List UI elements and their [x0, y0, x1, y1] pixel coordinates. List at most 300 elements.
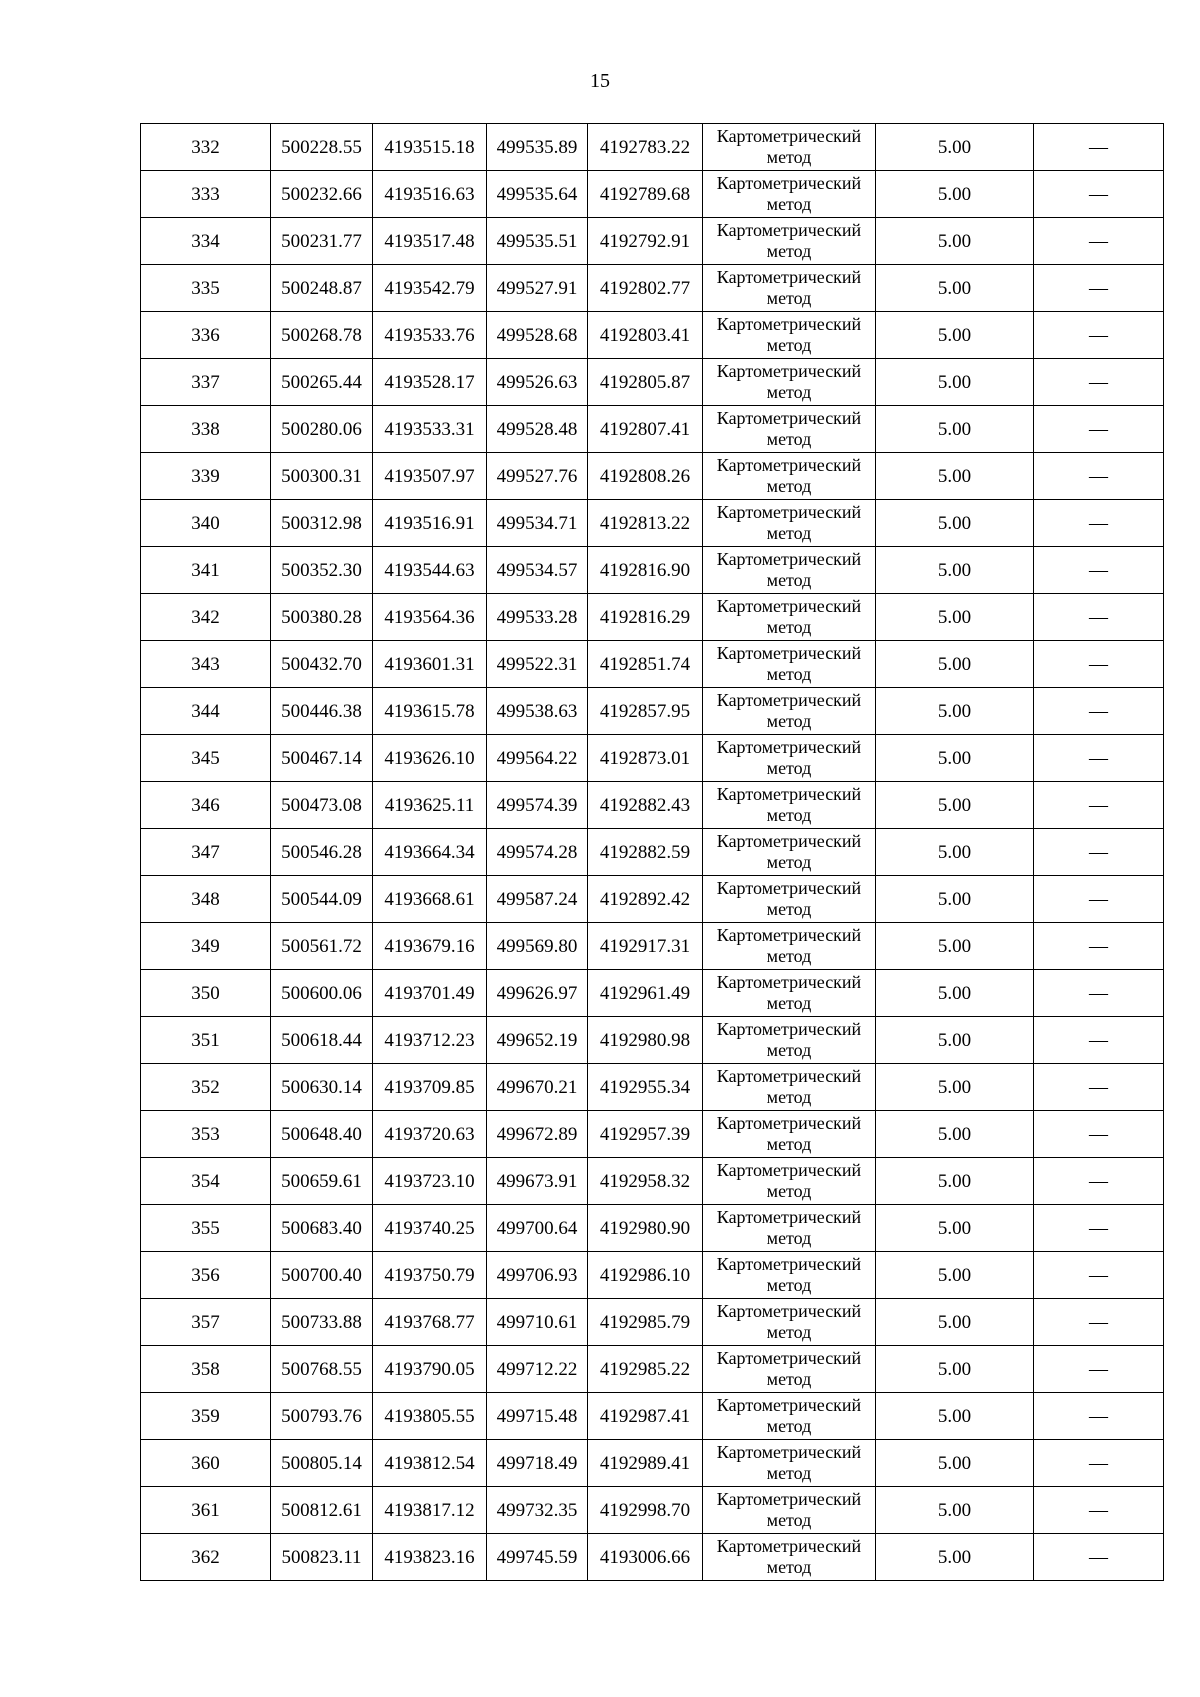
y-new-cell: 4192892.42	[588, 876, 703, 923]
x-new-cell: 499527.91	[487, 265, 588, 312]
y-new-cell: 4192857.95	[588, 688, 703, 735]
table-row	[141, 1440, 1164, 1487]
method-cell	[703, 829, 876, 876]
point-number-cell: 350	[141, 970, 271, 1017]
y-existing-cell: 4193516.63	[373, 171, 487, 218]
note-cell: —	[1034, 1346, 1164, 1393]
accuracy-cell: 5.00	[876, 1440, 1034, 1487]
point-number-cell: 360	[141, 1440, 271, 1487]
accuracy-cell: 5.00	[876, 265, 1034, 312]
point-number-cell: 359	[141, 1393, 271, 1440]
note-cell: —	[1034, 1064, 1164, 1111]
y-new-cell: 4192789.68	[588, 171, 703, 218]
x-new-cell: 499718.49	[487, 1440, 588, 1487]
method-line-2: метод	[766, 664, 812, 684]
method-line-1: Картометрический	[716, 549, 862, 569]
method-cell	[703, 923, 876, 970]
y-new-cell: 4192961.49	[588, 970, 703, 1017]
x-existing-cell: 500768.55	[271, 1346, 373, 1393]
accuracy-cell: 5.00	[876, 500, 1034, 547]
x-existing-cell: 500733.88	[271, 1299, 373, 1346]
accuracy-cell: 5.00	[876, 1252, 1034, 1299]
method-cell	[703, 1252, 876, 1299]
note-cell: —	[1034, 782, 1164, 829]
method-line-2: метод	[766, 1369, 812, 1389]
note-cell: —	[1034, 1205, 1164, 1252]
x-new-cell: 499715.48	[487, 1393, 588, 1440]
x-new-cell: 499538.63	[487, 688, 588, 735]
method-cell	[703, 218, 876, 265]
method-cell	[703, 265, 876, 312]
y-existing-cell: 4193542.79	[373, 265, 487, 312]
accuracy-cell: 5.00	[876, 923, 1034, 970]
method-line-1: Картометрический	[716, 1301, 862, 1321]
accuracy-cell: 5.00	[876, 1205, 1034, 1252]
table-row	[141, 547, 1164, 594]
method-line-1: Картометрический	[716, 925, 862, 945]
method-cell	[703, 782, 876, 829]
method-line-2: метод	[766, 1181, 812, 1201]
note-cell: —	[1034, 547, 1164, 594]
point-number-cell: 344	[141, 688, 271, 735]
note-cell: —	[1034, 641, 1164, 688]
y-existing-cell: 4193805.55	[373, 1393, 487, 1440]
x-new-cell: 499587.24	[487, 876, 588, 923]
y-existing-cell: 4193615.78	[373, 688, 487, 735]
method-line-1: Картометрический	[716, 1207, 862, 1227]
note-cell: —	[1034, 171, 1164, 218]
x-existing-cell: 500793.76	[271, 1393, 373, 1440]
method-line-2: метод	[766, 899, 812, 919]
y-existing-cell: 4193515.18	[373, 124, 487, 171]
x-existing-cell: 500432.70	[271, 641, 373, 688]
method-cell	[703, 547, 876, 594]
y-existing-cell: 4193601.31	[373, 641, 487, 688]
table-row	[141, 1393, 1164, 1440]
point-number-cell: 352	[141, 1064, 271, 1111]
x-existing-cell: 500546.28	[271, 829, 373, 876]
x-existing-cell: 500352.30	[271, 547, 373, 594]
accuracy-cell: 5.00	[876, 359, 1034, 406]
y-new-cell: 4192882.43	[588, 782, 703, 829]
x-existing-cell: 500823.11	[271, 1534, 373, 1581]
method-cell	[703, 171, 876, 218]
method-line-2: метод	[766, 1463, 812, 1483]
note-cell: —	[1034, 688, 1164, 735]
y-existing-cell: 4193790.05	[373, 1346, 487, 1393]
point-number-cell: 339	[141, 453, 271, 500]
y-existing-cell: 4193709.85	[373, 1064, 487, 1111]
note-cell: —	[1034, 1393, 1164, 1440]
note-cell: —	[1034, 735, 1164, 782]
table-row	[141, 1346, 1164, 1393]
table-row	[141, 735, 1164, 782]
x-existing-cell: 500446.38	[271, 688, 373, 735]
method-line-2: метод	[766, 852, 812, 872]
x-existing-cell: 500618.44	[271, 1017, 373, 1064]
point-number-cell: 348	[141, 876, 271, 923]
table-row	[141, 218, 1164, 265]
y-existing-cell: 4193507.97	[373, 453, 487, 500]
method-line-2: метод	[766, 570, 812, 590]
accuracy-cell: 5.00	[876, 970, 1034, 1017]
accuracy-cell: 5.00	[876, 594, 1034, 641]
method-cell	[703, 1487, 876, 1534]
method-line-2: метод	[766, 1134, 812, 1154]
method-cell	[703, 1017, 876, 1064]
x-existing-cell: 500659.61	[271, 1158, 373, 1205]
note-cell: —	[1034, 500, 1164, 547]
method-line-2: метод	[766, 476, 812, 496]
y-new-cell: 4192882.59	[588, 829, 703, 876]
method-line-2: метод	[766, 1040, 812, 1060]
method-line-2: метод	[766, 1087, 812, 1107]
table-row	[141, 1534, 1164, 1581]
method-cell	[703, 641, 876, 688]
accuracy-cell: 5.00	[876, 1017, 1034, 1064]
y-existing-cell: 4193817.12	[373, 1487, 487, 1534]
method-line-1: Картометрический	[716, 455, 862, 475]
y-existing-cell: 4193712.23	[373, 1017, 487, 1064]
note-cell: —	[1034, 406, 1164, 453]
method-line-2: метод	[766, 335, 812, 355]
method-line-2: метод	[766, 1557, 812, 1577]
y-existing-cell: 4193564.36	[373, 594, 487, 641]
y-existing-cell: 4193701.49	[373, 970, 487, 1017]
x-new-cell: 499569.80	[487, 923, 588, 970]
point-number-cell: 334	[141, 218, 271, 265]
table-row	[141, 829, 1164, 876]
note-cell: —	[1034, 1111, 1164, 1158]
x-new-cell: 499710.61	[487, 1299, 588, 1346]
table-row	[141, 1064, 1164, 1111]
method-line-1: Картометрический	[716, 1395, 862, 1415]
x-existing-cell: 500268.78	[271, 312, 373, 359]
accuracy-cell: 5.00	[876, 1158, 1034, 1205]
table-row	[141, 312, 1164, 359]
y-new-cell: 4192985.79	[588, 1299, 703, 1346]
x-new-cell: 499533.28	[487, 594, 588, 641]
table-row	[141, 500, 1164, 547]
y-existing-cell: 4193679.16	[373, 923, 487, 970]
note-cell: —	[1034, 829, 1164, 876]
table-row	[141, 265, 1164, 312]
y-existing-cell: 4193768.77	[373, 1299, 487, 1346]
y-new-cell: 4192998.70	[588, 1487, 703, 1534]
note-cell: —	[1034, 453, 1164, 500]
note-cell: —	[1034, 218, 1164, 265]
note-cell: —	[1034, 876, 1164, 923]
point-number-cell: 336	[141, 312, 271, 359]
method-line-2: метод	[766, 1510, 812, 1530]
method-line-1: Картометрический	[716, 314, 862, 334]
table-row	[141, 1252, 1164, 1299]
method-line-2: метод	[766, 946, 812, 966]
x-existing-cell: 500683.40	[271, 1205, 373, 1252]
x-new-cell: 499535.64	[487, 171, 588, 218]
table-row	[141, 359, 1164, 406]
y-existing-cell: 4193723.10	[373, 1158, 487, 1205]
accuracy-cell: 5.00	[876, 312, 1034, 359]
table-body	[141, 124, 1164, 1581]
method-cell	[703, 1158, 876, 1205]
accuracy-cell: 5.00	[876, 829, 1034, 876]
method-line-2: метод	[766, 1228, 812, 1248]
point-number-cell: 338	[141, 406, 271, 453]
point-number-cell: 335	[141, 265, 271, 312]
x-existing-cell: 500600.06	[271, 970, 373, 1017]
method-line-1: Картометрический	[716, 1160, 862, 1180]
accuracy-cell: 5.00	[876, 453, 1034, 500]
x-existing-cell: 500265.44	[271, 359, 373, 406]
method-line-2: метод	[766, 711, 812, 731]
method-line-2: метод	[766, 382, 812, 402]
x-existing-cell: 500280.06	[271, 406, 373, 453]
method-line-2: метод	[766, 1416, 812, 1436]
method-line-2: метод	[766, 993, 812, 1013]
y-new-cell: 4192851.74	[588, 641, 703, 688]
note-cell: —	[1034, 265, 1164, 312]
accuracy-cell: 5.00	[876, 876, 1034, 923]
note-cell: —	[1034, 970, 1164, 1017]
note-cell: —	[1034, 124, 1164, 171]
table-row	[141, 406, 1164, 453]
note-cell: —	[1034, 1534, 1164, 1581]
method-line-1: Картометрический	[716, 1019, 862, 1039]
point-number-cell: 361	[141, 1487, 271, 1534]
note-cell: —	[1034, 1299, 1164, 1346]
point-number-cell: 353	[141, 1111, 271, 1158]
y-existing-cell: 4193533.76	[373, 312, 487, 359]
y-new-cell: 4192958.32	[588, 1158, 703, 1205]
x-new-cell: 499522.31	[487, 641, 588, 688]
point-number-cell: 341	[141, 547, 271, 594]
accuracy-cell: 5.00	[876, 641, 1034, 688]
x-existing-cell: 500232.66	[271, 171, 373, 218]
note-cell: —	[1034, 1252, 1164, 1299]
y-existing-cell: 4193720.63	[373, 1111, 487, 1158]
x-existing-cell: 500544.09	[271, 876, 373, 923]
method-line-2: метод	[766, 617, 812, 637]
accuracy-cell: 5.00	[876, 1064, 1034, 1111]
y-existing-cell: 4193812.54	[373, 1440, 487, 1487]
y-new-cell: 4192805.87	[588, 359, 703, 406]
table-row	[141, 1299, 1164, 1346]
note-cell: —	[1034, 1440, 1164, 1487]
accuracy-cell: 5.00	[876, 1487, 1034, 1534]
method-line-1: Картометрический	[716, 878, 862, 898]
method-line-1: Картометрический	[716, 831, 862, 851]
accuracy-cell: 5.00	[876, 1534, 1034, 1581]
method-line-2: метод	[766, 1322, 812, 1342]
method-cell	[703, 1534, 876, 1581]
x-new-cell: 499574.28	[487, 829, 588, 876]
note-cell: —	[1034, 594, 1164, 641]
x-new-cell: 499700.64	[487, 1205, 588, 1252]
method-line-1: Картометрический	[716, 737, 862, 757]
x-existing-cell: 500648.40	[271, 1111, 373, 1158]
note-cell: —	[1034, 312, 1164, 359]
y-new-cell: 4193006.66	[588, 1534, 703, 1581]
y-new-cell: 4192989.41	[588, 1440, 703, 1487]
method-cell	[703, 1205, 876, 1252]
accuracy-cell: 5.00	[876, 547, 1034, 594]
method-cell	[703, 970, 876, 1017]
method-cell	[703, 500, 876, 547]
method-line-1: Картометрический	[716, 1442, 862, 1462]
y-new-cell: 4192873.01	[588, 735, 703, 782]
accuracy-cell: 5.00	[876, 124, 1034, 171]
method-line-2: метод	[766, 758, 812, 778]
accuracy-cell: 5.00	[876, 735, 1034, 782]
note-cell: —	[1034, 1487, 1164, 1534]
accuracy-cell: 5.00	[876, 782, 1034, 829]
y-existing-cell: 4193533.31	[373, 406, 487, 453]
method-line-1: Картометрический	[716, 173, 862, 193]
y-existing-cell: 4193740.25	[373, 1205, 487, 1252]
y-new-cell: 4192917.31	[588, 923, 703, 970]
point-number-cell: 346	[141, 782, 271, 829]
page-number: 15	[590, 70, 610, 92]
method-cell	[703, 688, 876, 735]
x-existing-cell: 500380.28	[271, 594, 373, 641]
accuracy-cell: 5.00	[876, 218, 1034, 265]
table-row	[141, 876, 1164, 923]
x-existing-cell: 500231.77	[271, 218, 373, 265]
y-new-cell: 4192813.22	[588, 500, 703, 547]
y-existing-cell: 4193750.79	[373, 1252, 487, 1299]
method-line-2: метод	[766, 1275, 812, 1295]
accuracy-cell: 5.00	[876, 688, 1034, 735]
method-line-1: Картометрический	[716, 267, 862, 287]
x-new-cell: 499534.57	[487, 547, 588, 594]
y-existing-cell: 4193625.11	[373, 782, 487, 829]
y-new-cell: 4192955.34	[588, 1064, 703, 1111]
y-existing-cell: 4193516.91	[373, 500, 487, 547]
x-new-cell: 499652.19	[487, 1017, 588, 1064]
table-row	[141, 171, 1164, 218]
x-existing-cell: 500700.40	[271, 1252, 373, 1299]
y-new-cell: 4192807.41	[588, 406, 703, 453]
x-new-cell: 499535.51	[487, 218, 588, 265]
method-line-1: Картометрический	[716, 1489, 862, 1509]
point-number-cell: 362	[141, 1534, 271, 1581]
y-new-cell: 4192985.22	[588, 1346, 703, 1393]
method-line-1: Картометрический	[716, 972, 862, 992]
method-line-1: Картометрический	[716, 408, 862, 428]
point-number-cell: 342	[141, 594, 271, 641]
x-existing-cell: 500312.98	[271, 500, 373, 547]
point-number-cell: 358	[141, 1346, 271, 1393]
point-number-cell: 357	[141, 1299, 271, 1346]
method-line-2: метод	[766, 241, 812, 261]
point-number-cell: 345	[141, 735, 271, 782]
method-line-2: метод	[766, 429, 812, 449]
method-cell	[703, 453, 876, 500]
note-cell: —	[1034, 1017, 1164, 1064]
note-cell: —	[1034, 923, 1164, 970]
point-number-cell: 337	[141, 359, 271, 406]
y-new-cell: 4192987.41	[588, 1393, 703, 1440]
method-line-2: метод	[766, 523, 812, 543]
x-new-cell: 499528.68	[487, 312, 588, 359]
method-cell	[703, 359, 876, 406]
y-new-cell: 4192803.41	[588, 312, 703, 359]
table-row	[141, 1158, 1164, 1205]
method-cell	[703, 312, 876, 359]
y-new-cell: 4192986.10	[588, 1252, 703, 1299]
method-line-1: Картометрический	[716, 1348, 862, 1368]
y-existing-cell: 4193544.63	[373, 547, 487, 594]
method-line-2: метод	[766, 288, 812, 308]
method-line-1: Картометрический	[716, 596, 862, 616]
x-existing-cell: 500300.31	[271, 453, 373, 500]
y-new-cell: 4192816.29	[588, 594, 703, 641]
point-number-cell: 354	[141, 1158, 271, 1205]
table-row	[141, 1017, 1164, 1064]
accuracy-cell: 5.00	[876, 1299, 1034, 1346]
method-line-1: Картометрический	[716, 220, 862, 240]
method-line-2: метод	[766, 805, 812, 825]
method-cell	[703, 406, 876, 453]
method-line-1: Картометрический	[716, 361, 862, 381]
point-number-cell: 347	[141, 829, 271, 876]
method-line-1: Картометрический	[716, 126, 862, 146]
y-new-cell: 4192792.91	[588, 218, 703, 265]
method-cell	[703, 1064, 876, 1111]
point-number-cell: 343	[141, 641, 271, 688]
x-existing-cell: 500467.14	[271, 735, 373, 782]
table-row	[141, 1205, 1164, 1252]
y-existing-cell: 4193626.10	[373, 735, 487, 782]
y-new-cell: 4192802.77	[588, 265, 703, 312]
point-number-cell: 351	[141, 1017, 271, 1064]
y-existing-cell: 4193823.16	[373, 1534, 487, 1581]
x-new-cell: 499564.22	[487, 735, 588, 782]
x-existing-cell: 500473.08	[271, 782, 373, 829]
x-new-cell: 499574.39	[487, 782, 588, 829]
point-number-cell: 333	[141, 171, 271, 218]
table-row	[141, 1487, 1164, 1534]
table-row	[141, 124, 1164, 171]
x-new-cell: 499745.59	[487, 1534, 588, 1581]
y-new-cell: 4192783.22	[588, 124, 703, 171]
table-row	[141, 923, 1164, 970]
table-row	[141, 1111, 1164, 1158]
x-new-cell: 499528.48	[487, 406, 588, 453]
y-existing-cell: 4193517.48	[373, 218, 487, 265]
method-line-1: Картометрический	[716, 1254, 862, 1274]
point-number-cell: 355	[141, 1205, 271, 1252]
method-cell	[703, 1393, 876, 1440]
x-new-cell: 499670.21	[487, 1064, 588, 1111]
method-line-1: Картометрический	[716, 502, 862, 522]
x-new-cell: 499626.97	[487, 970, 588, 1017]
y-new-cell: 4192816.90	[588, 547, 703, 594]
accuracy-cell: 5.00	[876, 1393, 1034, 1440]
table-row	[141, 688, 1164, 735]
method-cell	[703, 1346, 876, 1393]
x-existing-cell: 500248.87	[271, 265, 373, 312]
x-existing-cell: 500561.72	[271, 923, 373, 970]
accuracy-cell: 5.00	[876, 406, 1034, 453]
method-cell	[703, 1111, 876, 1158]
y-existing-cell: 4193528.17	[373, 359, 487, 406]
x-new-cell: 499534.71	[487, 500, 588, 547]
method-line-1: Картометрический	[716, 643, 862, 663]
x-new-cell: 499673.91	[487, 1158, 588, 1205]
accuracy-cell: 5.00	[876, 1346, 1034, 1393]
